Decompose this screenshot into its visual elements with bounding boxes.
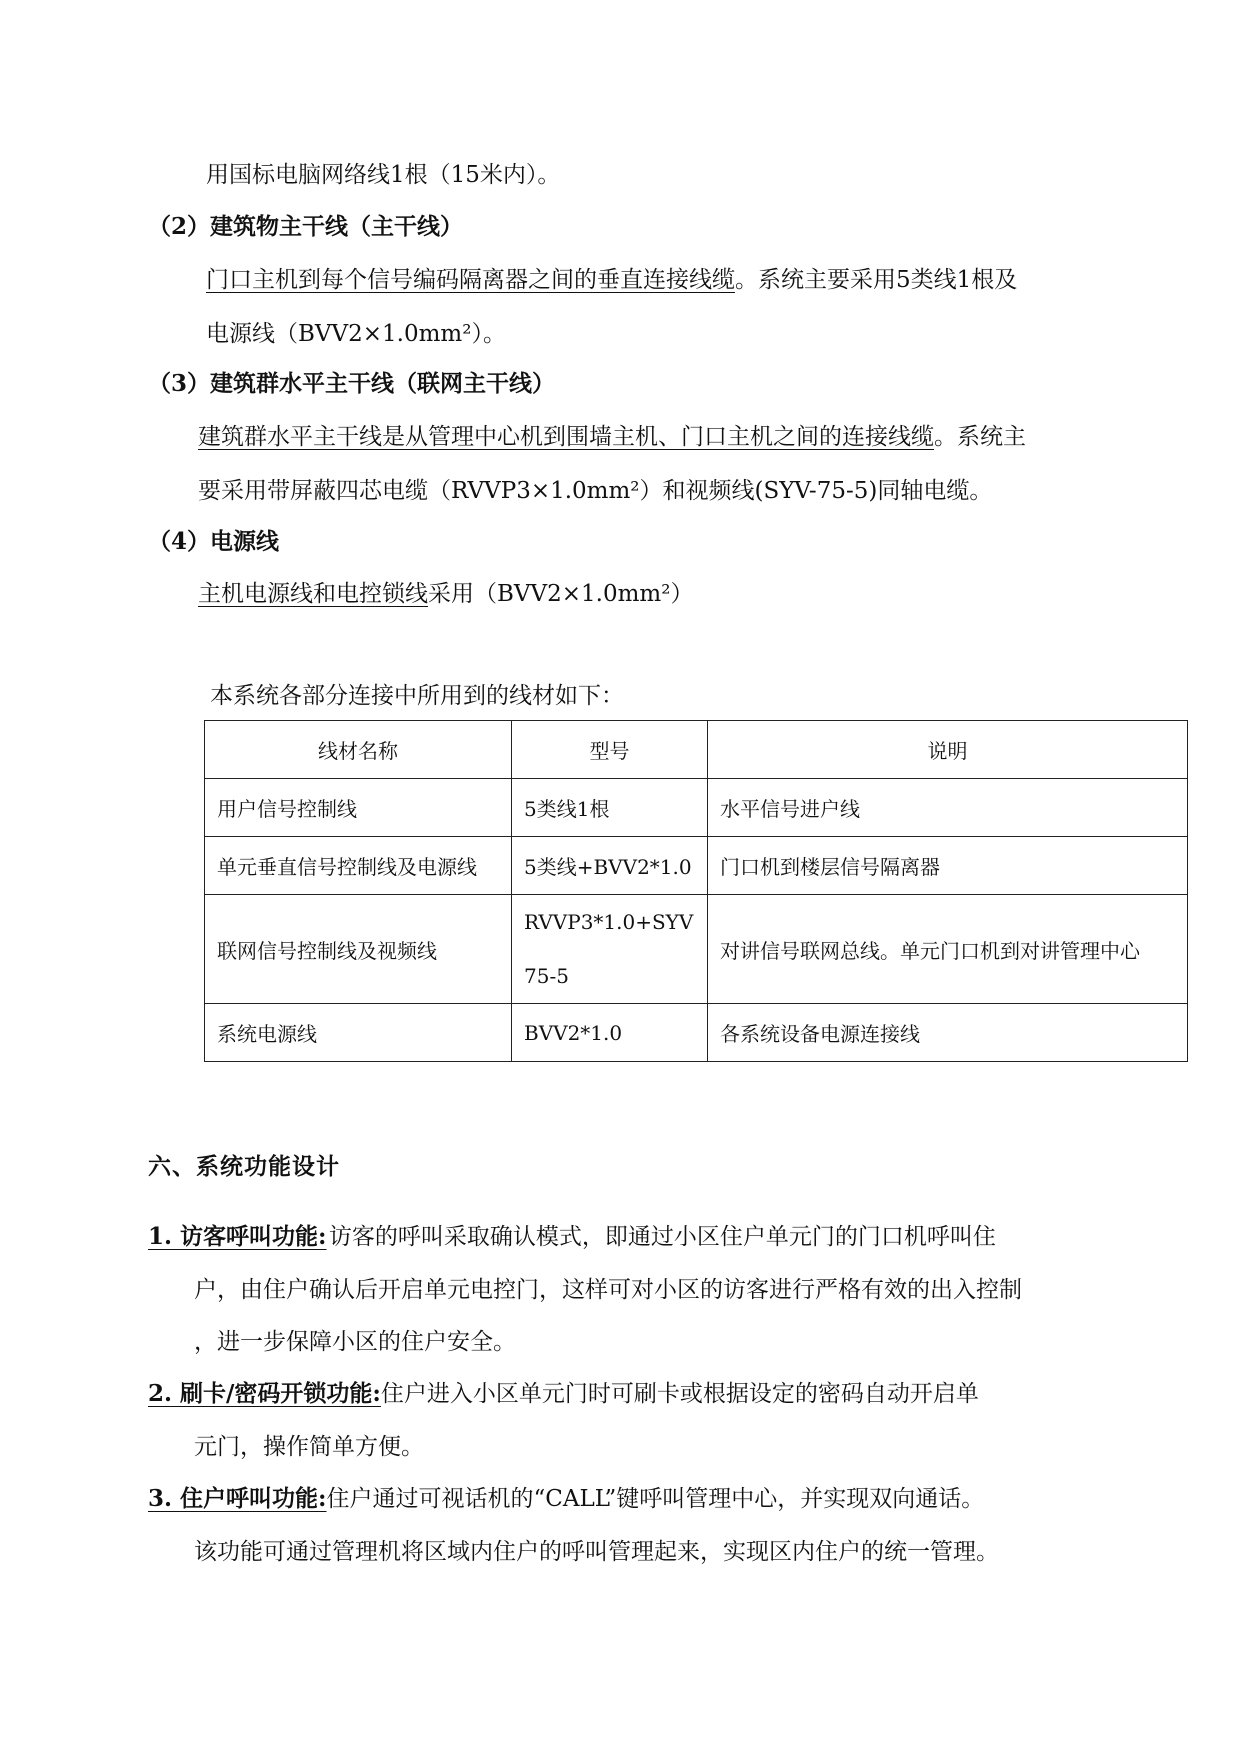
section-4-text: 采用（BVV2×1.0mm²） <box>428 581 694 607</box>
table-cell: 门口机到楼层信号隔离器 <box>708 837 1188 895</box>
table-row <box>205 837 1188 895</box>
feature-2-text: 住户进入小区单元门时可刷卡或根据设定的密码自动开启单 <box>380 1381 979 1407</box>
section-2-text: 。系统主要采用5类线1根及 <box>735 267 1018 293</box>
section-3-heading: （3）建筑群水平主干线（联网主干线） <box>148 370 556 397</box>
section-3-underlined-text: 建筑群水平主干线是从管理中心机到围墙主机、门口主机之间的连接线缆 <box>198 424 934 450</box>
table-cell: 对讲信号联网总线。单元门口机到对讲管理中心 <box>708 895 1188 1004</box>
table-cell: 单元垂直信号控制线及电源线 <box>205 837 512 895</box>
table-header-cell: 说明 <box>708 721 1188 779</box>
table-cell: 水平信号进户线 <box>708 779 1188 837</box>
table-cell: 各系统设备电源连接线 <box>708 1004 1188 1062</box>
feature-3-title: 3. 住户呼叫功能: <box>148 1485 327 1512</box>
table-header-cell: 型号 <box>512 721 708 779</box>
table-row <box>205 895 1188 1004</box>
section-4-underlined-text: 主机电源线和电控锁线 <box>198 581 428 607</box>
section-2-heading: （2）建筑物主干线（主干线） <box>148 213 464 240</box>
table-header-row <box>205 721 1188 779</box>
feature-2-line-1 <box>148 1377 979 1411</box>
feature-2-title: 2. 刷卡/密码开锁功能: <box>148 1380 381 1407</box>
feature-2-line-2: 元门，操作简单方便。 <box>194 1434 424 1460</box>
table-cell: 系统电源线 <box>205 1004 512 1062</box>
table-cell: RVVP3*1.0+SYV75-5 <box>512 895 708 1004</box>
wire-materials-table <box>204 720 1188 1062</box>
table-cell: 联网信号控制线及视频线 <box>205 895 512 1004</box>
feature-1-title: 1. 访客呼叫功能: <box>148 1223 327 1250</box>
table-cell: 5类线1根 <box>512 779 708 837</box>
table-caption: 本系统各部分连接中所用到的线材如下： <box>210 683 624 709</box>
chapter-heading: 六、系统功能设计 <box>148 1153 340 1180</box>
feature-3-line-2: 该功能可通过管理机将区域内住户的呼叫管理起来，实现区内住户的统一管理。 <box>194 1539 999 1565</box>
section-2-line-1 <box>206 263 1017 297</box>
section-4-heading: （4）电源线 <box>148 528 280 555</box>
intro-line: 用国标电脑网络线1根（15米内）。 <box>206 162 561 188</box>
feature-1-line-2: 户，由住户确认后开启单元电控门，这样可对小区的访客进行严格有效的出入控制 <box>194 1277 1022 1303</box>
section-2-underlined-text: 门口主机到每个信号编码隔离器之间的垂直连接线缆 <box>206 267 735 293</box>
table-row <box>205 1004 1188 1062</box>
table-cell: 用户信号控制线 <box>205 779 512 837</box>
section-2-line-2: 电源线（BVV2×1.0mm²）。 <box>206 321 506 347</box>
feature-1-line-3: ，进一步保障小区的住户安全。 <box>194 1329 516 1355</box>
feature-1-text: 访客的呼叫采取确认模式，即通过小区住户单元门的门口机呼叫住 <box>328 1224 996 1250</box>
feature-1-line-1 <box>148 1220 996 1254</box>
section-3-text: 。系统主 <box>934 424 1026 450</box>
table-cell: BVV2*1.0 <box>512 1004 708 1062</box>
table-cell: 5类线+BVV2*1.0 <box>512 837 708 895</box>
section-3-line-2: 要采用带屏蔽四芯电缆（RVVP3×1.0mm²）和视频线(SYV-75-5)同轴电缆。 <box>198 478 993 504</box>
feature-3-line-1 <box>148 1482 984 1516</box>
section-3-line-1 <box>198 420 1026 454</box>
feature-3-text: 住户通过可视话机的“CALL”键呼叫管理中心，并实现双向通话。 <box>326 1486 985 1512</box>
section-4-line-1 <box>198 577 693 611</box>
table-header-cell: 线材名称 <box>205 721 512 779</box>
table-row <box>205 779 1188 837</box>
